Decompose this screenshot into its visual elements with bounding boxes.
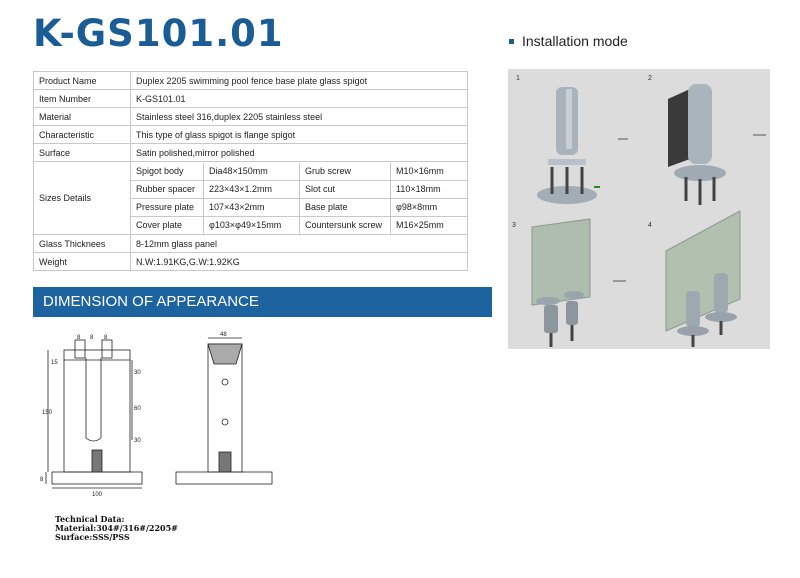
row-label: Characteristic xyxy=(34,126,131,144)
size-value: φ103×φ49×15mm xyxy=(204,216,300,234)
table-row xyxy=(34,126,468,144)
tech-line: Material:304#/316#/2205# xyxy=(55,523,178,533)
dim-label: 8 xyxy=(77,335,81,341)
size-key: Spigot body xyxy=(131,163,204,181)
row-value: N.W:1.91KG,G.W:1.92KG xyxy=(131,253,468,271)
dim-label: 30 xyxy=(134,370,141,376)
size-key: Base plate xyxy=(300,198,391,216)
row-value: 8-12mm glass panel xyxy=(131,235,468,253)
dim-label: 15 xyxy=(51,360,58,366)
size-value: M10×16mm xyxy=(391,163,468,181)
spec-table xyxy=(33,71,468,271)
dim-label: 150 xyxy=(42,410,53,416)
step-number: 3 xyxy=(512,222,516,229)
row-label: Surface xyxy=(34,144,131,162)
table-row xyxy=(34,90,468,108)
table-row xyxy=(34,144,468,162)
size-value: M16×25mm xyxy=(391,216,468,234)
dim-label: 30 xyxy=(134,438,141,444)
row-label: Weight xyxy=(34,253,131,271)
table-row xyxy=(34,235,468,253)
sizes-row xyxy=(131,216,467,234)
row-value: Satin polished,mirror polished xyxy=(131,144,468,162)
dimension-heading-bar: DIMENSION OF APPEARANCE xyxy=(33,287,492,317)
row-value: Duplex 2205 swimming pool fence base plate glass spigot xyxy=(131,72,468,90)
installation-heading xyxy=(509,33,628,49)
size-key: Pressure plate xyxy=(131,198,204,216)
size-value: 107×43×2mm xyxy=(204,198,300,216)
tech-line: Surface:SSS/PSS xyxy=(55,532,130,542)
size-value: Dia48×150mm xyxy=(204,163,300,181)
step-number: 1 xyxy=(516,75,520,82)
sizes-row xyxy=(131,163,467,181)
row-label: Material xyxy=(34,108,131,126)
dim-label: 100 xyxy=(92,492,103,498)
row-label: Product Name xyxy=(34,72,131,90)
table-row xyxy=(34,108,468,126)
table-row-sizes xyxy=(34,162,468,235)
row-value: This type of glass spigot is flange spigot xyxy=(131,126,468,144)
size-key: Countersunk screw xyxy=(300,216,391,234)
product-title: K-GS101.01 xyxy=(33,12,284,55)
size-value: 110×18mm xyxy=(391,180,468,198)
technical-data xyxy=(55,515,178,542)
sizes-row xyxy=(131,198,467,216)
size-value: φ98×8mm xyxy=(391,198,468,216)
size-key: Cover plate xyxy=(136,220,183,230)
row-label: Sizes Details xyxy=(34,162,131,235)
dim-label: 8 xyxy=(90,335,94,341)
dim-label: 48 xyxy=(220,332,227,338)
row-value: K-GS101.01 xyxy=(131,90,468,108)
sizes-cell xyxy=(131,162,468,235)
size-key: Rubber spacer xyxy=(131,180,204,198)
installation-illustration xyxy=(508,69,770,349)
table-row xyxy=(34,253,468,271)
tech-line: Technical Data: xyxy=(55,514,125,524)
size-value: 223×43×1.2mm xyxy=(204,180,300,198)
row-value: Stainless steel 316,duplex 2205 stainless steel xyxy=(131,108,468,126)
dim-label: 8 xyxy=(104,335,108,341)
dim-label: 8 xyxy=(40,477,44,483)
step-number: 4 xyxy=(648,222,652,229)
size-key: Grub screw xyxy=(300,163,391,181)
sizes-table xyxy=(131,163,467,234)
size-key: Slot cut xyxy=(300,180,391,198)
table-row xyxy=(34,72,468,90)
dimension-drawing xyxy=(40,330,300,510)
row-label: Item Number xyxy=(34,90,131,108)
installation-heading-text: Installation mode xyxy=(522,33,628,49)
dim-label: 60 xyxy=(134,406,141,412)
row-label: Glass Thicknees xyxy=(34,235,131,253)
bullet-icon xyxy=(509,39,514,44)
sizes-row xyxy=(131,180,467,198)
step-number: 2 xyxy=(648,75,652,82)
